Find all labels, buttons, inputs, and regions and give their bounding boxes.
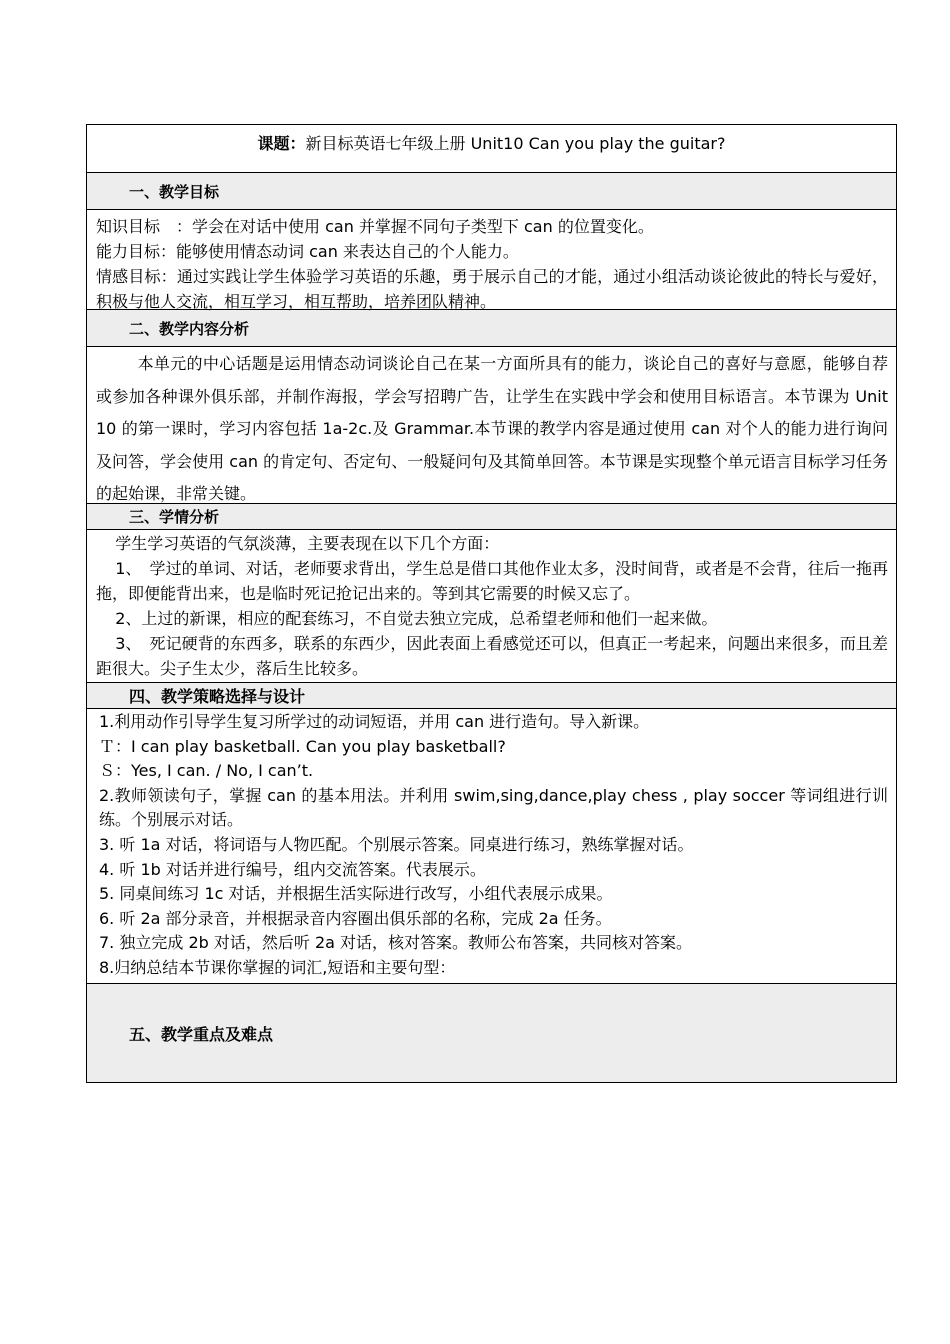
- section-heading-goals: [87, 173, 896, 210]
- goal-emotion: 情感目标：通过实践让学生体验学习英语的乐趣，勇于展示自己的才能，通过小组活动谈论彼此的特长与爱好，积极与他人交流，相互学习，相互帮助，培养团队精神。: [96, 267, 888, 311]
- section-heading-text: 一、教学目标: [129, 182, 220, 201]
- section-content-content-analysis: [87, 347, 896, 504]
- lesson-plan-table: [86, 124, 897, 1083]
- section-content-learner-analysis: [87, 530, 896, 683]
- strategy-step: 2.教师领读句子，掌握 can 的基本用法。并利用 swim,sing,dance,play chess , play soccer 等词组进行训练。个别展示对话。: [99, 785, 888, 830]
- strategy-dialog-teacher: Ｔ：I can play basketball. Can you play basketball?: [99, 736, 506, 756]
- section-heading-learner-analysis: [87, 504, 896, 530]
- section-heading-strategy: [87, 683, 896, 709]
- strategy-step: 3. 听 1a 对话，将词语与人物匹配。个别展示答案。同桌进行练习，熟练掌握对话。: [99, 834, 694, 854]
- section-heading-key-points: [87, 984, 896, 1082]
- strategy-step: 7. 独立完成 2b 对话，然后听 2a 对话，核对答案。教师公布答案，共同核对答案。: [99, 933, 693, 953]
- title-text: 新目标英语七年级上册 Unit10 Can you play the guitar?: [305, 134, 726, 153]
- strategy-step: 5. 同桌间练习 1c 对话，并根据生活实际进行改写，小组代表展示成果。: [99, 884, 613, 904]
- section-content-strategy: [87, 709, 896, 984]
- strategy-step: 8.归纳总结本节课你掌握的词汇,短语和主要句型：: [99, 957, 456, 977]
- section-heading-text: 三、学情分析: [129, 508, 220, 526]
- strategy-step: 1.利用动作引导学生复习所学过的动词短语，并用 can 进行造句。导入新课。: [99, 712, 650, 731]
- section-heading-text: 四、教学策略选择与设计: [129, 687, 306, 706]
- strategy-step: 4. 听 1b 对话并进行编号，组内交流答案。代表展示。: [99, 859, 486, 879]
- strategy-dialog-student: Ｓ：Yes, I can. / No, I can’t.: [99, 761, 314, 781]
- learner-point-2: 2、上过的新课，相应的配套练习，不自觉去独立完成，总希望老师和他们一起来做。: [115, 609, 718, 628]
- section-heading-content-analysis: [87, 310, 896, 347]
- title-label: 课题：: [257, 134, 306, 153]
- learner-point-1: 1、 学过的单词、对话，老师要求背出，学生总是借口其他作业太多，没时间背，或者是不会背，往后一拖再拖，即便能背出来，也是临时死记抢记出来的。等到其它需要的时候又忘了。: [96, 559, 888, 603]
- section-heading-text: 五、教学重点及难点: [129, 1024, 274, 1044]
- content-analysis-paragraph: 本单元的中心话题是运用情态动词谈论自己在某一方面所具有的能力，谈论自己的喜好与意愿，能够自荐或参加各种课外俱乐部，并制作海报，学会写招聘广告，让学生在实践中学会和使用目标语言。本节课为 Unit 10 的第一课时，学习内容包括 1a-2c.及 Grammar.本节课的教学内容是通过使用 can 对个人的能力进行询问及问答，学会使用 can 的肯定句、否定句、一般疑问句及其简单回答。本节课是实现整个单元语言目标学习任务的起始课，非常关键。: [96, 354, 888, 503]
- strategy-step: 6. 听 2a 部分录音，并根据录音内容圈出俱乐部的名称，完成 2a 任务。: [99, 908, 612, 928]
- learner-point-3: 3、 死记硬背的东西多，联系的东西少，因此表面上看感觉还可以，但真正一考起来，问题出来很多，而且差距很大。尖子生太少，落后生比较多。: [96, 634, 888, 678]
- learner-intro: 学生学习英语的气氛淡薄，主要表现在以下几个方面：: [115, 534, 500, 553]
- goal-knowledge: 知识目标 ：学会在对话中使用 can 并掌握不同句子类型下 can 的位置变化。: [96, 217, 654, 236]
- goal-ability: 能力目标：能够使用情态动词 can 来表达自己的个人能力。: [96, 242, 519, 261]
- section-content-goals: [87, 210, 896, 310]
- title-row: [87, 125, 896, 173]
- section-heading-text: 二、教学内容分析: [129, 319, 250, 338]
